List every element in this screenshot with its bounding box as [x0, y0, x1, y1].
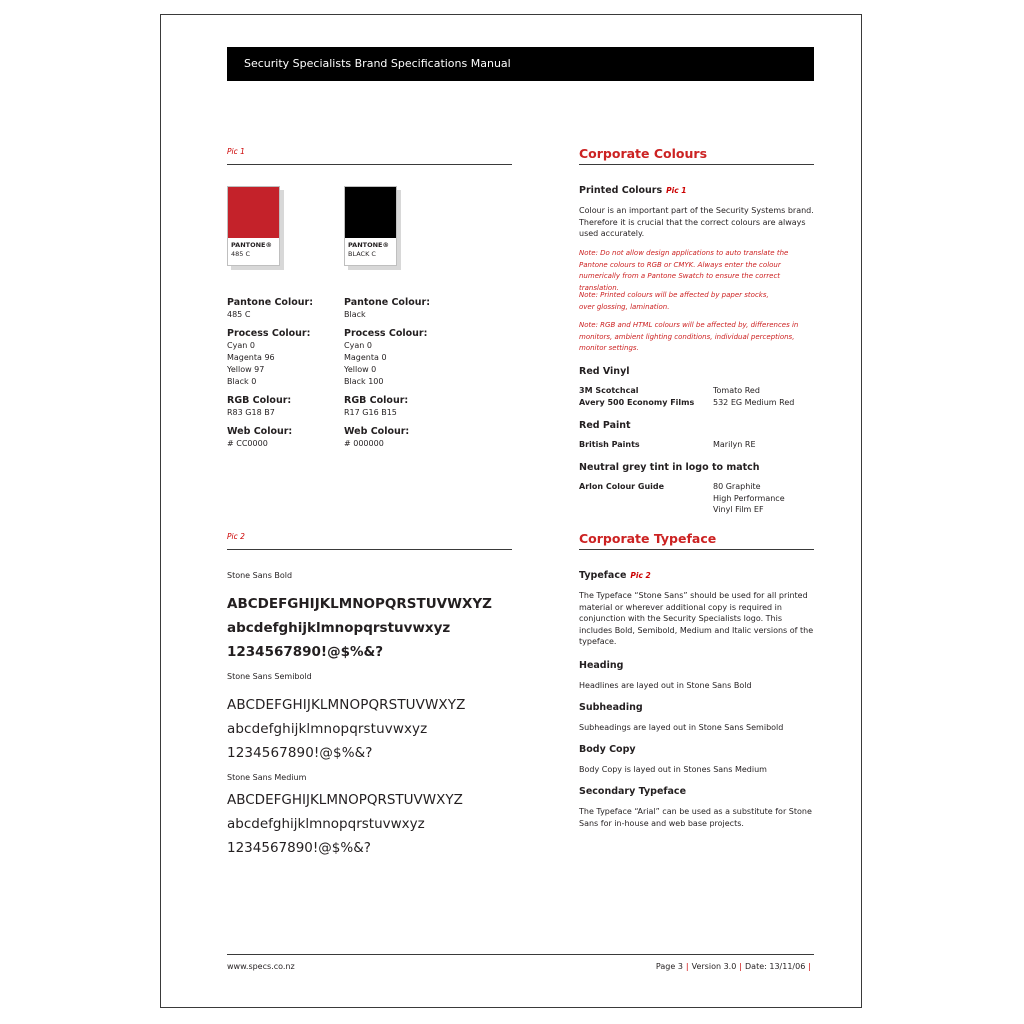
footer-rule — [227, 954, 814, 955]
process-label: Process Colour: — [344, 328, 428, 339]
colours-rule — [579, 164, 814, 165]
printed-colours-pic-ref: Pic 1 — [666, 186, 687, 195]
process-cyan: Cyan 0 — [344, 341, 372, 350]
colours-note-translation: Note: Do not allow design applications to auto translate the Pantone colours to RGB or CMYK. Always enter the colour numerically from a Pantone Swatch to ensure the correct translation. — [579, 249, 789, 292]
specimen-medium — [227, 788, 463, 860]
footer-date: Date: 13/11/06 — [745, 962, 806, 971]
rgb-label: RGB Colour: — [344, 395, 409, 406]
footer-meta — [656, 962, 814, 971]
specimen-upper: ABCDEFGHIJKLMNOPQRSTUVWXYZ — [227, 596, 492, 612]
pic2-rule — [227, 549, 512, 550]
specimen-upper: ABCDEFGHIJKLMNOPQRSTUVWXYZ — [227, 792, 463, 808]
process-magenta: Magenta 0 — [344, 353, 387, 362]
separator: | — [739, 962, 742, 971]
specimen-semibold — [227, 693, 465, 765]
specimen-digits: 1234567890!@$%&? — [227, 745, 373, 761]
typeface-intro: The Typeface “Stone Sans” should be used for all printed material or wherever additional copy is required in conjunction with the Security Specialists logo. This includes Bold, Semibold, Medium and Italic versions of the typeface. — [579, 591, 814, 646]
specimen-lower: abcdefghijklmnopqrstuvwxyz — [227, 620, 451, 636]
colour-spec-485c — [227, 297, 337, 450]
pantone-label: Pantone Colour: — [344, 297, 430, 308]
pantone-label: Pantone Colour: — [227, 297, 313, 308]
supplier-colour: 532 EG Medium Red — [713, 398, 795, 407]
pic1-rule — [227, 164, 512, 165]
pic1-label: Pic 1 — [227, 147, 245, 156]
header-banner — [227, 47, 814, 81]
corporate-typeface-heading: Corporate Typeface — [579, 531, 717, 546]
specimen-upper: ABCDEFGHIJKLMNOPQRSTUVWXYZ — [227, 697, 466, 713]
swatch-code: BLACK C — [348, 250, 376, 258]
rgb-value: R17 G16 B15 — [344, 408, 397, 417]
web-value: # 000000 — [344, 439, 384, 448]
specimen-bold — [227, 592, 492, 664]
supplier-name: British Paints — [579, 440, 640, 449]
specimen-lower: abcdefghijklmnopqrstuvwxyz — [227, 721, 428, 737]
typeface-name-medium: Stone Sans Medium — [227, 773, 307, 782]
separator: | — [685, 962, 689, 971]
red-vinyl-heading: Red Vinyl — [579, 366, 630, 377]
red-vinyl-row — [579, 385, 815, 397]
colours-note-monitor: Note: RGB and HTML colours will be affected by, differences in monitors, ambient lighting conditions, individual perceptions, monitor settings. — [579, 321, 799, 352]
typeface-label: Typeface — [579, 570, 627, 581]
process-yellow: Yellow 97 — [227, 365, 265, 374]
grey-tint-heading: Neutral grey tint in logo to match — [579, 462, 760, 473]
supplier-name: Avery 500 Economy Films — [579, 398, 695, 407]
typeface-name-bold: Stone Sans Bold — [227, 571, 293, 580]
colours-note-paper: Note: Printed colours will be affected by paper stocks, over glossing, lamination. — [579, 291, 769, 311]
typeface-rule — [579, 549, 814, 550]
swatch-485c — [227, 186, 280, 266]
process-black: Black 0 — [227, 377, 257, 386]
typeface-name-semibold: Stone Sans Semibold — [227, 672, 312, 681]
web-label: Web Colour: — [227, 426, 293, 437]
swatch-black-c — [344, 186, 397, 266]
footer-version: Version 3.0 — [691, 962, 737, 971]
red-vinyl-row — [579, 397, 815, 409]
footer-page: Page 3 — [655, 962, 683, 971]
red-paint-heading: Red Paint — [579, 420, 631, 431]
grey-tint-row — [579, 481, 815, 517]
pantone-value: 485 C — [227, 310, 251, 319]
heading-heading: Heading — [579, 660, 624, 671]
supplier-colour: Vinyl Film EF — [713, 505, 764, 514]
supplier-colour: Marilyn RE — [713, 440, 756, 449]
subheading-text: Subheadings are layed out in Stone Sans Semibold — [579, 723, 784, 732]
printed-colours-heading — [579, 185, 687, 196]
red-paint-row — [579, 439, 815, 451]
secondary-typeface-text: The Typeface “Arial” can be used as a substitute for Stone Sans for in-house and web base projects. — [579, 807, 812, 828]
body-copy-text: Body Copy is layed out in Stones Sans Medium — [579, 765, 767, 774]
secondary-typeface-heading: Secondary Typeface — [579, 786, 687, 797]
heading-text: Headlines are layed out in Stone Sans Bold — [579, 681, 752, 690]
specimen-lower: abcdefghijklmnopqrstuvwxyz — [227, 816, 425, 832]
colours-intro: Colour is an important part of the Security Systems brand. Therefore it is crucial that the correct colours are always used accurately. — [579, 206, 814, 238]
printed-colours-label: Printed Colours — [579, 185, 663, 196]
rgb-label: RGB Colour: — [227, 395, 292, 406]
typeface-pic-ref: Pic 2 — [630, 571, 651, 580]
specimen-digits: 1234567890!@$%&? — [227, 840, 371, 856]
supplier-colour: High Performance — [713, 493, 785, 503]
swatch-color-black — [345, 187, 396, 238]
process-label: Process Colour: — [227, 328, 311, 339]
separator: | — [808, 962, 811, 971]
process-cyan: Cyan 0 — [227, 341, 255, 350]
pic2-label: Pic 2 — [227, 532, 245, 541]
supplier-name: Arlon Colour Guide — [579, 482, 665, 491]
typeface-heading — [579, 570, 651, 581]
colour-spec-black — [344, 297, 454, 450]
subheading-heading: Subheading — [579, 702, 643, 713]
corporate-colours-heading: Corporate Colours — [579, 146, 708, 161]
process-black: Black 100 — [344, 377, 384, 386]
web-label: Web Colour: — [344, 426, 410, 437]
supplier-colour: 80 Graphite — [713, 482, 761, 491]
specimen-digits: 1234567890!@$%&? — [227, 644, 384, 660]
header-title: Security Specialists Brand Specifications Manual — [244, 57, 511, 70]
body-copy-heading: Body Copy — [579, 744, 636, 755]
process-magenta: Magenta 96 — [227, 353, 275, 362]
supplier-colour: Tomato Red — [713, 386, 760, 395]
swatch-code: 485 C — [231, 250, 251, 258]
web-value: # CC0000 — [227, 439, 268, 448]
supplier-name: 3M Scotchcal — [579, 386, 639, 395]
swatch-brand: PANTONE® — [231, 241, 272, 249]
pantone-value: Black — [344, 310, 366, 319]
swatch-color-red — [228, 187, 279, 238]
footer-url: www.specs.co.nz — [227, 962, 295, 971]
swatch-brand: PANTONE® — [348, 241, 389, 249]
rgb-value: R83 G18 B7 — [227, 408, 275, 417]
process-yellow: Yellow 0 — [344, 365, 377, 374]
